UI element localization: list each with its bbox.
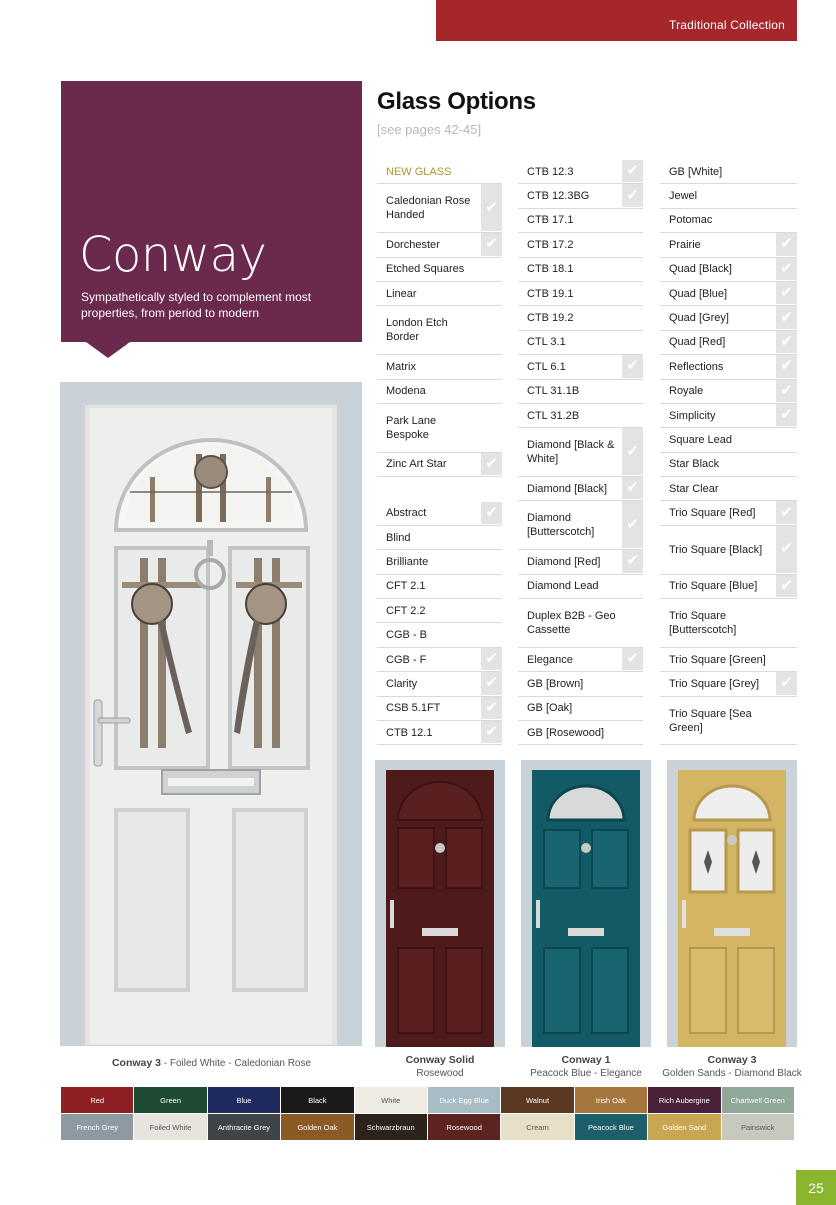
colour-swatch: Blue (208, 1087, 280, 1113)
door-thumb-illustration (386, 770, 494, 1047)
door-thumb-illustration (532, 770, 640, 1047)
colour-swatch: Peacock Blue (575, 1114, 647, 1140)
glass-option-row (660, 501, 797, 525)
colour-swatch: Foiled White (134, 1114, 206, 1140)
door-illustration (60, 382, 362, 1046)
glass-option-label: CFT 2.2 (386, 604, 426, 617)
glass-option-row (660, 282, 797, 306)
glass-option-row (660, 380, 797, 404)
colour-swatch: Irish Oak (575, 1087, 647, 1113)
caption-detail: - Foiled White - Caledonian Rose (160, 1058, 312, 1069)
glass-option-row (377, 306, 502, 355)
glass-option-row (660, 258, 797, 282)
glass-option-row (377, 404, 502, 453)
check-icon: ✔ (776, 501, 797, 523)
caption-model: Conway 3 (707, 1054, 757, 1066)
glass-option-label: GB [Oak] (527, 702, 573, 715)
main-door-image (60, 382, 362, 1046)
glass-option-label: CTL 31.2B (527, 409, 580, 422)
glass-option-row (660, 355, 797, 379)
glass-option-label: Quad [Red] (669, 336, 726, 349)
glass-option-label: Royale (669, 385, 704, 398)
check-icon: ✔ (481, 502, 502, 524)
glass-option-label: Trio Square [Black] (669, 543, 763, 556)
glass-option-row (660, 672, 797, 696)
section-title: Traditional Collection (668, 18, 785, 32)
glass-option-label: Diamond Lead (527, 580, 599, 593)
glass-option-label: Elegance (527, 653, 573, 666)
caption-model: Conway 1 (561, 1054, 611, 1066)
thumb2-caption (517, 1054, 655, 1080)
glass-option-row (518, 648, 643, 672)
glass-option-row (518, 233, 643, 257)
glass-options-title: Glass Options (377, 88, 536, 115)
door-thumb-peacock (521, 760, 651, 1047)
colour-swatch: Painswick (722, 1114, 794, 1140)
glass-option-row (377, 599, 502, 623)
glass-option-row (377, 453, 502, 477)
main-door-caption (61, 1057, 362, 1070)
glass-option-label: CTB 17.1 (527, 214, 574, 227)
check-icon: ✔ (622, 428, 643, 475)
colour-swatch: Golden Oak (281, 1114, 353, 1140)
glass-option-row (518, 550, 643, 574)
glass-option-label: CTL 3.1 (527, 336, 566, 349)
glass-option-row (518, 599, 643, 648)
glass-option-label: Simplicity (669, 409, 716, 422)
check-icon: ✔ (776, 380, 797, 402)
glass-option-label: Star Clear (669, 482, 719, 495)
glass-option-label: CTB 12.1 (386, 726, 433, 739)
glass-option-row (518, 355, 643, 379)
check-icon: ✔ (776, 306, 797, 328)
glass-option-label: Matrix (386, 360, 416, 373)
glass-option-label: Trio Square [Grey] (669, 677, 760, 690)
check-icon: ✔ (481, 453, 502, 475)
page-number: 25 (796, 1170, 836, 1205)
colour-swatches (61, 1087, 797, 1140)
caption-detail: Rosewood (416, 1068, 464, 1079)
glass-option-label: Potomac (669, 214, 713, 227)
glass-option-label: GB [Rosewood] (527, 726, 605, 739)
glass-option-label: Trio Square [Butterscotch] (669, 609, 737, 636)
door-description: Sympathetically styled to complement most properties, from period to modern (81, 290, 312, 320)
glass-option-label: CGB - B (386, 629, 427, 642)
glass-option-row (377, 648, 502, 672)
glass-option-label: GB [Brown] (527, 677, 584, 690)
section-tab (436, 0, 797, 41)
glass-option-row (660, 184, 797, 208)
colour-swatch: Anthracite Grey (208, 1114, 280, 1140)
glass-option-label: Diamond [Black] (527, 482, 608, 495)
check-icon: ✔ (481, 648, 502, 670)
glass-option-label: Diamond [Butterscotch] (527, 512, 595, 539)
door-thumb-illustration (678, 770, 786, 1047)
glass-option-label: CTB 19.2 (527, 312, 574, 325)
glass-option-row (660, 209, 797, 233)
glass-option-row (377, 526, 502, 550)
glass-option-label: CTB 19.1 (527, 287, 574, 300)
glass-option-row (377, 672, 502, 696)
glass-option-row (377, 721, 502, 745)
glass-option-label: Modena (386, 385, 426, 398)
colour-swatch: Duck Egg Blue (428, 1087, 500, 1113)
glass-option-label: Brilliante (386, 555, 429, 568)
glass-option-row (518, 331, 643, 355)
check-icon: ✔ (622, 501, 643, 548)
colour-swatch: Rich Aubergine (648, 1087, 720, 1113)
glass-option-row (377, 550, 502, 574)
glass-option-row (377, 233, 502, 257)
glass-option-row (518, 477, 643, 501)
glass-option-label: London Etch Border (386, 317, 448, 344)
glass-option-label: Caledonian Rose Handed (386, 195, 471, 222)
check-icon: ✔ (776, 331, 797, 353)
glass-option-row (660, 453, 797, 477)
glass-column-2 (518, 160, 643, 745)
glass-option-label: Trio Square [Sea Green] (669, 707, 752, 734)
colour-swatch: Cream (501, 1114, 573, 1140)
check-icon: ✔ (776, 404, 797, 426)
colour-swatch: Walnut (501, 1087, 573, 1113)
glass-option-row (377, 184, 502, 233)
glass-option-row (518, 575, 643, 599)
glass-option-label: CTL 6.1 (527, 360, 566, 373)
glass-option-label: CGB - F (386, 653, 427, 666)
glass-option-label: Duplex B2B - Geo Cassette (527, 609, 616, 636)
glass-option-row (660, 575, 797, 599)
glass-option-row (377, 697, 502, 721)
glass-option-row (518, 380, 643, 404)
glass-option-label: Clarity (386, 677, 418, 690)
hero-pointer (86, 342, 130, 358)
check-icon: ✔ (481, 672, 502, 694)
glass-option-label: CSB 5.1FT (386, 702, 441, 715)
check-icon: ✔ (622, 184, 643, 206)
glass-option-row (377, 477, 502, 501)
glass-option-label: Park Lane Bespoke (386, 414, 437, 441)
hero-panel (61, 81, 362, 342)
check-icon: ✔ (622, 477, 643, 499)
glass-option-row (377, 380, 502, 404)
glass-option-row (518, 306, 643, 330)
caption-model: Conway 3 (111, 1057, 161, 1069)
glass-options-subtitle: [see pages 42-45] (377, 122, 482, 137)
glass-option-label: Quad [Grey] (669, 312, 729, 325)
check-icon: ✔ (481, 721, 502, 743)
check-icon: ✔ (776, 526, 797, 573)
glass-option-row (518, 209, 643, 233)
glass-option-label: CFT 2.1 (386, 580, 426, 593)
colour-swatch: Green (134, 1087, 206, 1113)
glass-option-row (518, 282, 643, 306)
check-icon: ✔ (776, 575, 797, 597)
thumb1-caption (375, 1054, 505, 1080)
check-icon: ✔ (776, 233, 797, 255)
colour-swatch: Schwarzbraun (355, 1114, 427, 1140)
check-icon: ✔ (481, 184, 502, 231)
check-icon: ✔ (481, 697, 502, 719)
glass-option-row (660, 526, 797, 575)
glass-option-row (660, 697, 797, 746)
colour-swatch: White (355, 1087, 427, 1113)
glass-option-row (377, 160, 502, 184)
glass-option-label: Trio Square [Green] (669, 653, 766, 666)
colour-swatch: French Grey (61, 1114, 133, 1140)
glass-option-label: Quad [Black] (669, 263, 732, 276)
check-icon: ✔ (481, 233, 502, 255)
glass-option-row (518, 428, 643, 477)
glass-option-row (660, 306, 797, 330)
glass-option-label: Abstract (386, 507, 427, 520)
glass-option-row (518, 258, 643, 282)
glass-option-label: Diamond [Black & White] (527, 439, 615, 466)
glass-option-row (377, 623, 502, 647)
caption-model: Conway Solid (405, 1054, 475, 1066)
glass-option-row (518, 404, 643, 428)
glass-option-row (518, 501, 643, 550)
glass-option-label: Dorchester (386, 238, 440, 251)
glass-option-row (660, 599, 797, 648)
glass-option-label: CTB 12.3 (527, 165, 574, 178)
glass-option-label: CTB 18.1 (527, 263, 574, 276)
glass-option-label: Blind (386, 531, 411, 544)
glass-option-row (518, 672, 643, 696)
door-thumb-golden (667, 760, 797, 1047)
glass-option-label: Linear (386, 287, 417, 300)
glass-option-row (518, 697, 643, 721)
colour-swatch: Rosewood (428, 1114, 500, 1140)
glass-option-label: Reflections (669, 360, 724, 373)
glass-option-row (518, 721, 643, 745)
glass-option-row (377, 355, 502, 379)
glass-option-row (518, 160, 643, 184)
glass-option-row (660, 331, 797, 355)
check-icon: ✔ (776, 258, 797, 280)
glass-option-label: Jewel (669, 190, 698, 203)
glass-option-row (377, 258, 502, 282)
glass-option-row (660, 648, 797, 672)
glass-column-1 (377, 160, 502, 745)
glass-option-label: Trio Square [Red] (669, 507, 756, 520)
glass-option-row (660, 233, 797, 257)
glass-option-label: CTB 12.3BG (527, 190, 590, 203)
glass-option-label: Trio Square [Blue] (669, 580, 758, 593)
check-icon: ✔ (622, 355, 643, 377)
check-icon: ✔ (622, 648, 643, 670)
glass-option-label: NEW GLASS (386, 165, 452, 178)
glass-option-label: Star Black (669, 458, 720, 471)
glass-option-label: GB [White] (669, 165, 723, 178)
glass-option-label: Etched Squares (386, 263, 465, 276)
door-title: Conway (79, 227, 267, 283)
glass-option-row (518, 184, 643, 208)
glass-option-row (660, 477, 797, 501)
glass-column-3 (660, 160, 797, 745)
check-icon: ✔ (622, 160, 643, 182)
check-icon: ✔ (622, 550, 643, 572)
door-thumb-rosewood (375, 760, 505, 1047)
glass-option-row (660, 428, 797, 452)
caption-detail: Golden Sands - Diamond Black (662, 1068, 802, 1079)
thumb3-caption (659, 1054, 805, 1080)
glass-option-row (377, 502, 502, 526)
glass-option-row (377, 282, 502, 306)
glass-option-label: Quad [Blue] (669, 287, 728, 300)
glass-option-label: CTB 17.2 (527, 238, 574, 251)
colour-swatch: Chartwell Green (722, 1087, 794, 1113)
glass-option-label: Prairie (669, 238, 701, 251)
glass-option-row (377, 575, 502, 599)
glass-option-row (660, 160, 797, 184)
glass-option-label: CTL 31.1B (527, 385, 580, 398)
caption-detail: Peacock Blue - Elegance (530, 1068, 642, 1079)
glass-option-label: Zinc Art Star (386, 458, 447, 471)
check-icon: ✔ (776, 355, 797, 377)
glass-option-label: Square Lead (669, 433, 732, 446)
colour-swatch: Black (281, 1087, 353, 1113)
colour-swatch: Golden Sand (648, 1114, 720, 1140)
glass-option-label: Diamond [Red] (527, 555, 601, 568)
glass-option-row (660, 404, 797, 428)
colour-swatch: Red (61, 1087, 133, 1113)
check-icon: ✔ (776, 672, 797, 694)
check-icon: ✔ (776, 282, 797, 304)
